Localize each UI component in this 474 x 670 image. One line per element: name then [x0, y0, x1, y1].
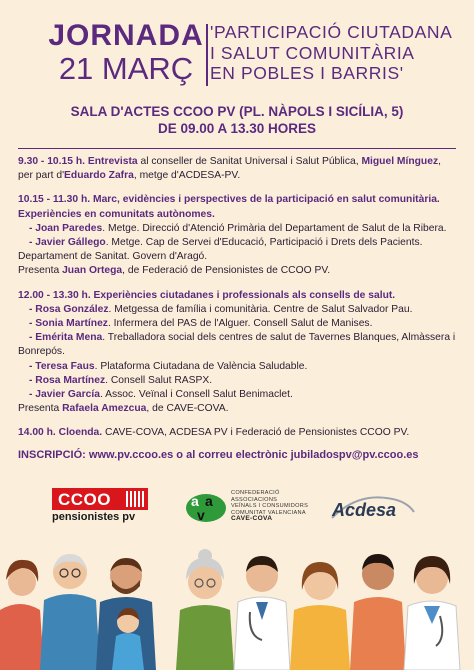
- program-block-experiences: [18, 289, 458, 417]
- person-man-right: [350, 554, 406, 670]
- cave-cova-mark-icon: [185, 490, 227, 524]
- presenter-org: , de Federació de Pensionistes de CCOO PV.: [122, 265, 331, 277]
- speaker-role: . Metge. Direcció d'Atenció Primària del Departament de Salut de la Ribera.: [102, 222, 447, 234]
- program-block-closing: [18, 426, 458, 440]
- cave-line-3: VEÏNALS I CONSUMIDORS: [231, 503, 309, 510]
- ccoo-pensionistes-logo: [52, 488, 148, 524]
- person-woman-left: [0, 560, 44, 670]
- cave-line-2: ASSOCIACIONS: [231, 496, 278, 503]
- speaker-role: . Metge. Cap de Servei d'Educació, Participació i Drets dels Pacients. Departament de Sanitat. Govern d'Aragó.: [18, 237, 423, 263]
- block-title: Entrevista: [87, 156, 138, 167]
- topic-line-2: I SALUT COMUNITÀRIA: [210, 42, 415, 63]
- presenter-prefix: Presenta: [18, 403, 63, 415]
- svg-text:a: a: [191, 493, 199, 509]
- header: [0, 0, 474, 100]
- program: [18, 155, 458, 451]
- speaker-role: . Assoc. Veïnal i Consell Salut Benimaclet.: [99, 389, 293, 401]
- program-block-framework: [18, 193, 458, 278]
- section-divider: [18, 148, 456, 149]
- speaker-name: - Emérita Mena: [29, 332, 103, 344]
- topic-line-3: EN POBLES I BARRIS': [210, 63, 404, 83]
- presenter-name: Juan Ortega: [62, 265, 123, 277]
- speaker-role: . Consell Salut RASPX.: [105, 374, 213, 386]
- acdesa-logo: [326, 492, 418, 522]
- person-old-man: [40, 554, 100, 670]
- svg-text:v: v: [197, 507, 205, 523]
- cave-line-1: CONFEDERACIÓ: [231, 490, 280, 496]
- cave-cova-logo: [185, 488, 310, 528]
- speaker-name: Miguel Mínguez: [361, 156, 439, 167]
- presenter-org: , de CAVE-COVA.: [146, 403, 229, 415]
- speaker-name: - Rosa González: [29, 303, 109, 315]
- block-time: 9.30 - 10.15 h.: [18, 156, 85, 167]
- speaker-name: - Joan Paredes: [29, 222, 103, 234]
- block-heading: 12.00 - 13.30 h. Experiències ciutadanes i professionals als consells de salut.: [18, 289, 396, 301]
- person-grandma: [176, 549, 234, 670]
- acdesa-wordmark: Acdesa: [332, 500, 397, 520]
- acdesa-logo-icon: [326, 492, 418, 522]
- event-topic: [210, 22, 452, 84]
- pensionistes-label: pensionistes pv: [52, 511, 136, 523]
- ccoo-wordmark: CCOO: [58, 490, 111, 509]
- block-text: al conseller de Sanitat Universal i Salut Pública,: [137, 156, 362, 167]
- title-divider: [206, 24, 208, 86]
- svg-text:a: a: [205, 493, 213, 509]
- ccoo-red-block: [52, 488, 148, 510]
- speaker-role: . Metgessa de família i comunitària. Centre de Salut Salvador Pau.: [108, 303, 413, 315]
- block-text: , per part d': [18, 156, 441, 182]
- block-text: , metge d'ACDESA-PV.: [133, 170, 241, 182]
- cave-cova-text: [231, 490, 308, 523]
- venue-info: [0, 103, 474, 137]
- speaker-name: - Rosa Martínez: [29, 374, 106, 386]
- person-doctor-man: [234, 556, 290, 670]
- presenter-prefix: Presenta: [18, 265, 63, 277]
- speaker-role: . Plataforma Ciutadana de València Saludable.: [94, 360, 308, 372]
- event-date: 21 MARÇ: [58, 51, 194, 86]
- speaker-role: . Infermera del PAS de l'Alguer. Consell Salut de Manises.: [107, 318, 373, 330]
- venue-hours: DE 09.00 A 13.30 HORES: [157, 121, 317, 136]
- ccoo-stripes-icon: [126, 491, 144, 507]
- speaker-name: - Sonia Martínez: [29, 318, 108, 330]
- block-heading: 10.15 - 11.30 h. Marc, evidències i perspectives de la participació en salut comunitària. Experiències en comunitats autònomes.: [18, 194, 440, 220]
- program-block-interview: [18, 155, 458, 183]
- cave-line-5: CAVE-COVA: [231, 515, 273, 523]
- block-heading: 14.00 h. Cloenda.: [18, 427, 103, 439]
- speaker-name: - Teresa Faus: [29, 360, 95, 372]
- speaker-name: - Javier Gállego: [29, 237, 106, 249]
- event-title: JORNADA: [48, 19, 204, 52]
- person-nurse: [404, 556, 460, 670]
- speaker-name: Eduardo Zafra: [64, 170, 134, 182]
- speaker-name: - Javier García: [29, 389, 100, 401]
- topic-line-1: 'PARTICIPACIÓ CIUTADANA: [210, 22, 453, 42]
- speaker-role: . Treballadora social dels centres de salut de Tavernes Blanques, Almàssera i Bonrepós.: [18, 332, 456, 358]
- cave-line-4: COMUNITAT VALENCIANA: [231, 509, 306, 516]
- presenter-name: Rafaela Amezcua: [62, 403, 147, 415]
- venue-address: SALA D'ACTES CCOO PV (PL. NÀPOLS I SICÍLIA, 5): [70, 104, 404, 119]
- registration-info: INSCRIPCIÓ: www.pv.ccoo.es o al correu electrònic jubiladospv@pv.ccoo.es: [18, 449, 419, 461]
- people-illustration: [0, 540, 474, 670]
- block-text: CAVE-COVA, ACDESA PV i Federació de Pensionistes CCOO PV.: [102, 427, 410, 439]
- person-woman-right: [290, 562, 350, 670]
